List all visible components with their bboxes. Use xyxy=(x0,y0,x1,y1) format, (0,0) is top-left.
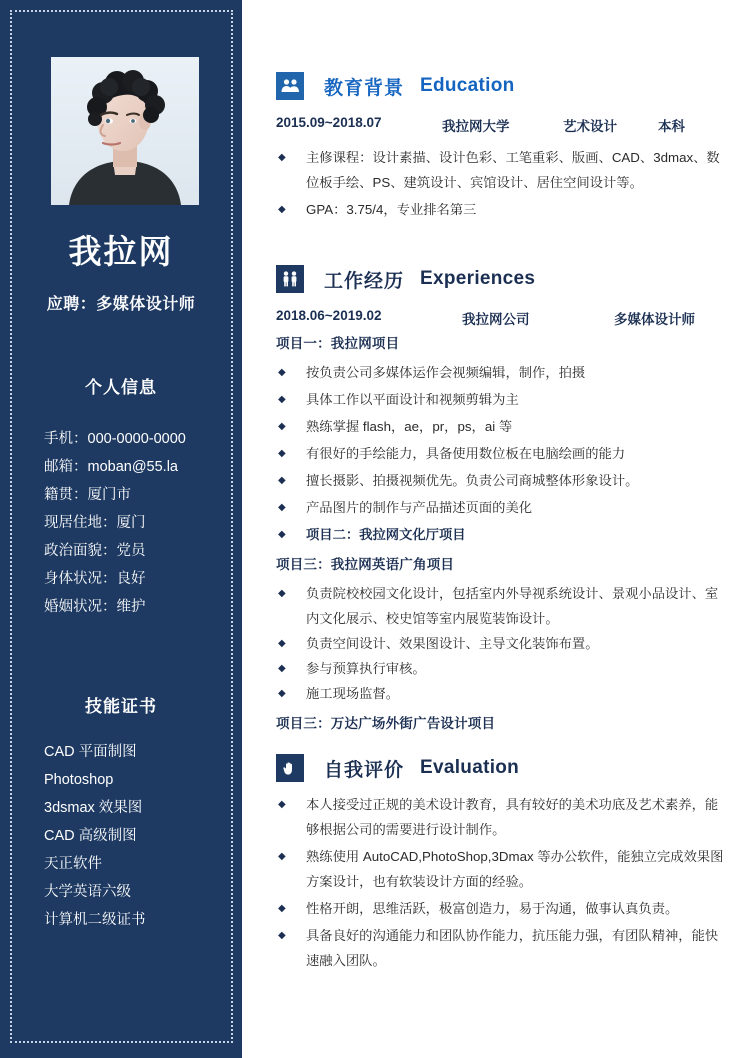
education-major: 艺术设计 xyxy=(563,119,617,134)
section-evaluation xyxy=(276,752,726,975)
education-bullets xyxy=(276,145,726,222)
list-item: ◆ 项目二：我拉网文化厅项目 xyxy=(276,522,726,547)
list-item: 天正软件 xyxy=(44,856,102,872)
list-item: ◆ 熟练掌握 flash，ae，pr，ps，ai 等 xyxy=(276,414,726,439)
list-item: ◆ 擅长摄影、拍摄视频优先。负责公司商城整体形象设计。 xyxy=(276,468,726,493)
personal-info-heading: 个人信息 xyxy=(85,378,157,397)
list-item: ◆ 具备良好的沟通能力和团队协作能力，抗压能力强，有团队精神，能快速融入团队。 xyxy=(276,923,726,973)
main-content xyxy=(242,0,750,1058)
list-item: ◆ 参与预算执行审核。 xyxy=(276,656,726,681)
avatar xyxy=(51,57,199,205)
list-item: ◆ 按负责公司多媒体运作会视频编辑，制作，拍摄 xyxy=(276,360,726,385)
education-school: 我拉网大学 xyxy=(442,119,510,134)
candidate-name: 我拉网 xyxy=(68,233,174,270)
candidate-job-title: 应聘：多媒体设计师 xyxy=(46,296,196,313)
personal-info-list xyxy=(44,425,234,621)
list-item: ◆ 熟练使用 AutoCAD,PhotoShop,3Dmax 等办公软件，能独立完成效果图方案设计，也有软装设计方面的经验。 xyxy=(276,844,726,894)
evaluation-header xyxy=(276,752,726,784)
list-item: 婚姻状况：维护 xyxy=(44,599,146,615)
evaluation-title-en: Evaluation xyxy=(420,757,520,778)
list-item: CAD 平面制图 xyxy=(44,744,137,760)
list-item: 身体状况：良好 xyxy=(44,571,146,587)
people-icon xyxy=(276,72,304,100)
experience-bullets-one xyxy=(276,360,726,547)
section-education xyxy=(276,70,726,224)
experience-entry-row xyxy=(276,308,726,330)
list-item: ◆ 主修课程：设计素描、设计色彩、工笔重彩、版画、CAD、3dmax、数位板手绘、PS、建筑设计、宾馆设计、居住空间设计等。 xyxy=(276,145,726,195)
experience-header xyxy=(276,263,726,295)
education-entry-row xyxy=(276,115,726,137)
list-item: 大学英语六级 xyxy=(44,884,131,900)
list-item: CAD 高级制图 xyxy=(44,828,137,844)
project-last-title: 项目三：万达广场外街广告设计项目 xyxy=(276,716,496,731)
evaluation-title-cn: 自我评价 xyxy=(324,759,405,781)
list-item: ◆ 性格开朗，思维活跃，极富创造力，易于沟通，做事认真负责。 xyxy=(276,896,726,921)
experience-company: 我拉网公司 xyxy=(462,312,530,327)
list-item: ◆ 有很好的手绘能力，具备使用数位板在电脑绘画的能力 xyxy=(276,441,726,466)
education-degree: 本科 xyxy=(658,119,685,134)
education-title-en: Education xyxy=(420,75,515,96)
list-item: ◆ 具体工作以平面设计和视频剪辑为主 xyxy=(276,387,726,412)
experience-title-cn: 工作经历 xyxy=(324,270,405,292)
list-item: ◆ 负责空间设计、效果图设计、主导文化装饰布置。 xyxy=(276,631,726,656)
experience-bullets-two xyxy=(276,581,726,706)
list-item: 计算机二级证书 xyxy=(44,912,146,928)
skills-heading: 技能证书 xyxy=(85,697,157,716)
list-item: 现居住地：厦门 xyxy=(44,515,146,531)
list-item: 3dsmax 效果图 xyxy=(44,800,143,816)
project-one-title: 项目一：我拉网项目 xyxy=(276,336,400,351)
list-item: ◆ 施工现场监督。 xyxy=(276,681,726,706)
list-item: ◆ 产品图片的制作与产品描述页面的美化 xyxy=(276,495,726,520)
list-item: ◆ GPA：3.75/4，专业排名第三 xyxy=(276,197,726,222)
list-item: 手机：000-0000-0000 xyxy=(44,431,186,447)
education-period: 2015.09~2018.07 xyxy=(276,115,382,130)
list-item: 籍贯：厦门市 xyxy=(44,487,131,503)
evaluation-bullets xyxy=(276,792,726,973)
hand-icon xyxy=(276,754,304,782)
two-people-icon xyxy=(276,265,304,293)
skills-list xyxy=(44,738,234,934)
portrait-photo xyxy=(51,57,199,205)
sidebar xyxy=(0,0,242,1058)
section-experience xyxy=(276,263,726,732)
list-item: Photoshop xyxy=(44,772,114,788)
list-item: 邮箱：moban@55.la xyxy=(44,459,178,475)
list-item: 政治面貌：党员 xyxy=(44,543,146,559)
experience-title-en: Experiences xyxy=(420,268,536,289)
experience-period: 2018.06~2019.02 xyxy=(276,308,382,323)
education-title-cn: 教育背景 xyxy=(324,77,405,99)
list-item: ◆ 负责院校校园文化设计，包括室内外导视系统设计、景观小品设计、室内文化展示、校史馆等室内展览装饰设计。 xyxy=(276,581,726,631)
education-header xyxy=(276,70,726,102)
experience-role: 多媒体设计师 xyxy=(614,312,695,327)
list-item: ◆ 本人接受过正规的美术设计教育，具有较好的美术功底及艺术素养，能够根据公司的需要进行设计制作。 xyxy=(276,792,726,842)
project-three-title: 项目三：我拉网英语广角项目 xyxy=(276,557,455,572)
